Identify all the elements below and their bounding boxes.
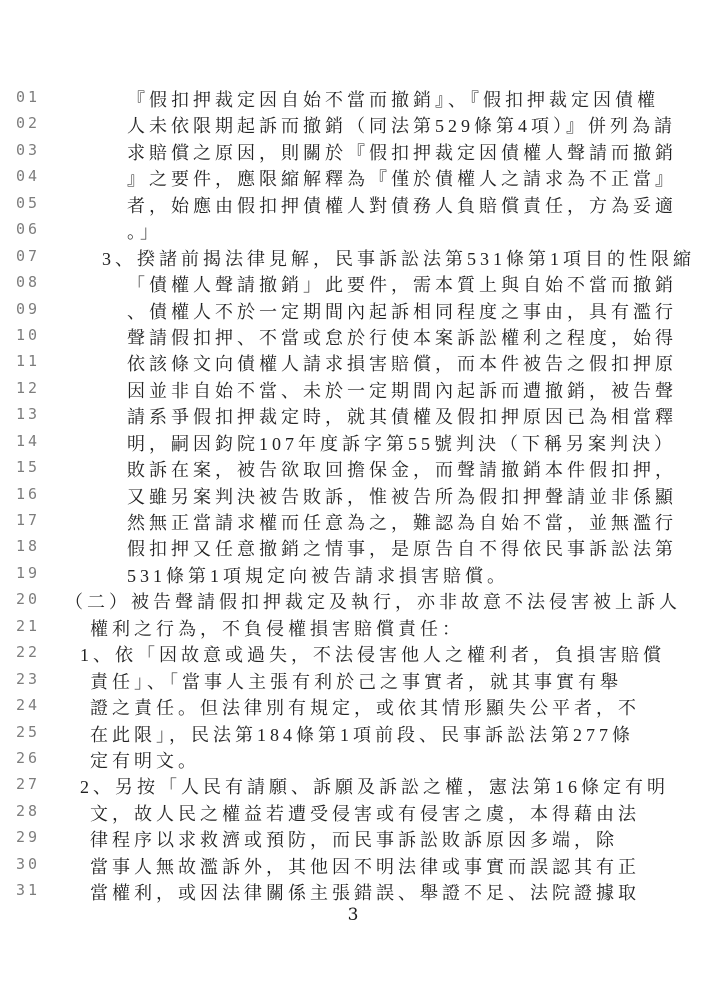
line-number: 02 (16, 114, 41, 133)
line-text: 在此限」，民法第184條第1項前段、民事訴訟法第277條 (90, 724, 634, 745)
line-number: 21 (16, 616, 41, 635)
document-line (0, 535, 706, 561)
document-line (0, 668, 706, 694)
document-line (0, 192, 706, 218)
line-text: 敗訴在案，被告欲取回擔保金，而聲請撤銷本件假扣押， (127, 460, 677, 481)
line-number: 10 (16, 325, 41, 344)
document-line (0, 271, 706, 297)
document-line (0, 139, 706, 165)
document-line (0, 641, 706, 667)
line-number: 03 (16, 140, 41, 159)
line-number: 24 (16, 696, 41, 715)
line-text: 依該條文向債權人請求損害賠償，而本件被告之假扣押原 (127, 354, 677, 375)
line-text: 聲請假扣押、不當或怠於行使本案訴訟權利之程度，始得 (127, 327, 677, 348)
line-number: 31 (16, 881, 41, 900)
document-line (0, 112, 706, 138)
document-line (0, 588, 706, 614)
document-line (0, 615, 706, 641)
line-text: 明，嗣因鈞院107年度訴字第55號判決（下稱另案判決） (127, 433, 676, 454)
line-text: 又雖另案判決被告敗訴，惟被告所為假扣押聲請並非係顯 (127, 486, 677, 507)
line-text: 當事人無故濫訴外，其他因不明法律或事實而誤認其有正 (90, 856, 640, 877)
document-line (0, 245, 706, 271)
line-number: 07 (16, 246, 41, 265)
line-number: 12 (16, 378, 41, 397)
document-line (0, 165, 706, 191)
line-text: （二）被告聲請假扣押裁定及執行，亦非故意不法侵害被上訴人 (65, 592, 681, 613)
line-number: 09 (16, 299, 41, 318)
document-line (0, 350, 706, 376)
line-number: 16 (16, 484, 41, 503)
line-text: 『假扣押裁定因自始不當而撤銷』、『假扣押裁定因債權 (127, 90, 659, 110)
document-line (0, 86, 706, 112)
document-line (0, 377, 706, 403)
line-text: 文，故人民之權益若遭受侵害或有侵害之虞，本得藉由法 (90, 803, 640, 824)
line-text: 定有明文。 (90, 750, 200, 771)
line-text: 』之要件，應限縮解釋為『僅於債權人之請求為不正當』 (127, 169, 677, 190)
line-text: 因並非自始不當、未於一定期間內起訴而遭撤銷，被告聲 (127, 380, 677, 401)
line-text: 531條第1項規定向被告請求損害賠償。 (127, 565, 509, 586)
document-line (0, 853, 706, 879)
line-number: 22 (16, 643, 41, 662)
line-number: 11 (16, 352, 41, 371)
line-number: 14 (16, 431, 41, 450)
line-number: 13 (16, 405, 41, 424)
document-line (0, 747, 706, 773)
line-text: 然無正當請求權而任意為之，難認為自始不當，並無濫行 (127, 513, 677, 533)
line-number: 15 (16, 458, 41, 477)
line-text: 。」 (127, 222, 162, 243)
line-number: 04 (16, 167, 41, 186)
line-text: 證之責任。但法律別有規定，或依其情形顯失公平者，不 (90, 698, 640, 719)
line-number: 20 (16, 590, 41, 609)
document-line (0, 879, 706, 905)
document-line (0, 218, 706, 244)
document-line (0, 456, 706, 482)
document-line (0, 694, 706, 720)
line-number: 26 (16, 748, 41, 767)
document-line (0, 298, 706, 324)
line-text: 者，始應由假扣押債權人對債務人負賠償責任，方為妥適 (127, 195, 677, 216)
line-number: 30 (16, 854, 41, 873)
line-number: 28 (16, 801, 41, 820)
document-line (0, 509, 706, 535)
line-number: 17 (16, 511, 41, 529)
document-line (0, 324, 706, 350)
line-text: 假扣押又任意撤銷之情事，是原告自不得依民事訴訟法第 (127, 539, 677, 560)
line-text: 1、依「因故意或過失，不法侵害他人之權利者，負損害賠償 (80, 645, 665, 666)
document-line (0, 800, 706, 826)
line-text: 人未依限期起訴而撤銷（同法第529條第4項）』併列為請 (127, 116, 676, 137)
line-text: 3、揆諸前揭法律見解，民事訴訟法第531條第1項目的性限縮 (102, 248, 695, 269)
line-number: 06 (16, 220, 41, 239)
document-body (0, 86, 706, 906)
line-number: 27 (16, 775, 41, 794)
line-number: 01 (16, 88, 41, 106)
document-line (0, 562, 706, 588)
line-number: 25 (16, 722, 41, 741)
page-number: 3 (347, 905, 359, 925)
line-text: 權利之行為，不負侵權損害賠償責任： (90, 618, 464, 639)
line-number: 05 (16, 193, 41, 212)
line-text: 求賠償之原因，則關於『假扣押裁定因債權人聲請而撤銷 (127, 142, 677, 163)
document-line (0, 483, 706, 509)
line-text: 請系爭假扣押裁定時，就其債權及假扣押原因已為相當釋 (127, 407, 677, 428)
document-line (0, 403, 706, 429)
document-line (0, 430, 706, 456)
line-number: 29 (16, 828, 41, 847)
document-line (0, 721, 706, 747)
line-number: 19 (16, 563, 41, 582)
line-number: 18 (16, 537, 41, 556)
document-line (0, 773, 706, 799)
line-text: 責任」、「當事人主張有利於己之事實者，就其事實有舉 (90, 671, 622, 692)
line-number: 08 (16, 273, 41, 292)
document-line (0, 826, 706, 852)
line-number: 23 (16, 669, 41, 688)
line-text: 「債權人聲請撤銷」此要件，需本質上與自始不當而撤銷 (127, 275, 677, 296)
line-text: 律程序以求救濟或預防，而民事訴訟敗訴原因多端，除 (90, 830, 618, 851)
line-text: 當權利，或因法律關係主張錯誤、舉證不足、法院證據取 (90, 883, 640, 904)
line-text: 2、另按「人民有請願、訴願及訴訟之權，憲法第16條定有明 (80, 777, 669, 798)
line-text: 、債權人不於一定期間內起訴相同程度之事由，具有濫行 (127, 301, 677, 322)
